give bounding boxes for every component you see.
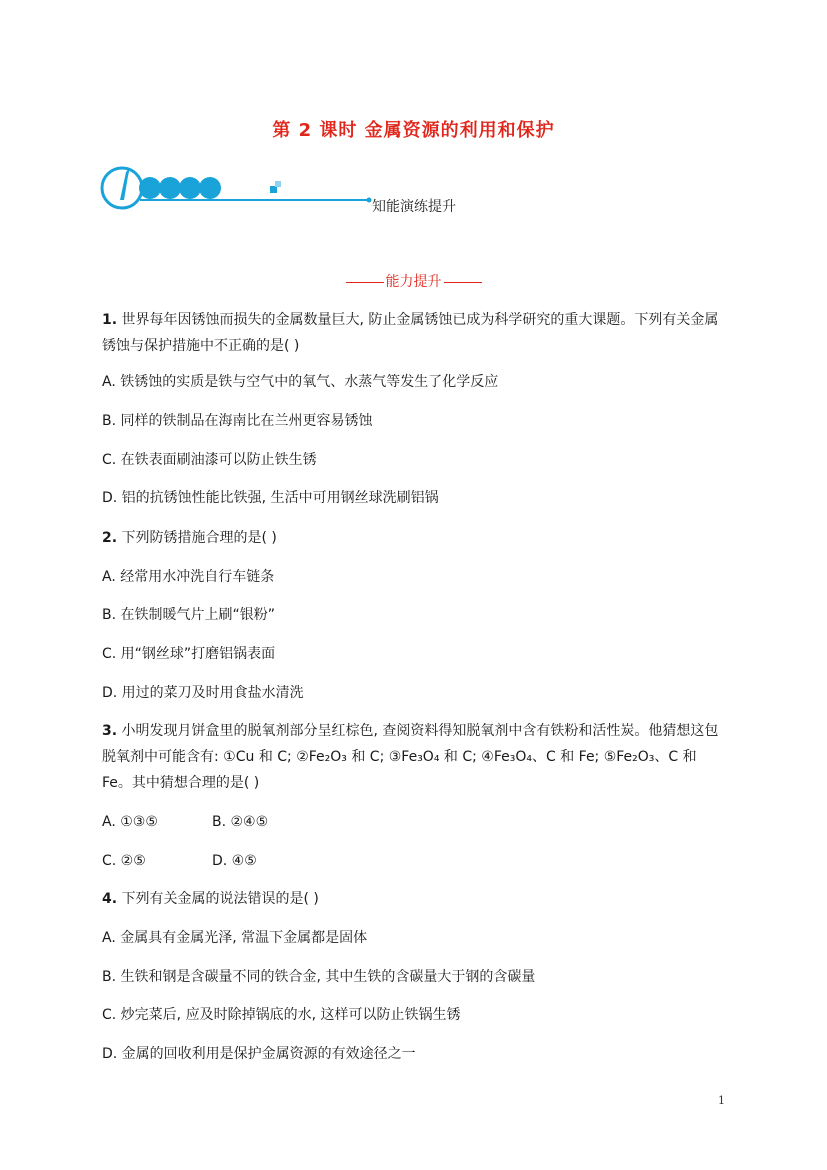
q3-option-c: C. ②⑤: [102, 853, 146, 869]
page-number: 1: [718, 1094, 725, 1107]
question-1-number: 1.: [102, 312, 118, 328]
q1-option-a: A. 铁锈蚀的实质是铁与空气中的氧气、水蒸气等发生了化学反应: [102, 374, 499, 390]
brush-icon-ring: [102, 168, 142, 208]
q3-option-a: A. ①③⑤: [102, 814, 158, 830]
question-3-stem: 小明发现月饼盒里的脱氧剂部分呈红棕色, 查阅资料得知脱氧剂中含有铁粉和活性炭。他猜想这包脱氧剂中可能含有: ①Cu 和 C; ②Fe₂O₃ 和 C; ③Fe₃O₄ 和 C; ④Fe₃O₄、C 和 Fe; ⑤Fe₂O₃、C 和 Fe。其中猜想合理的是( ): [102, 723, 719, 791]
q3-option-b: B. ②④⑤: [212, 814, 269, 830]
q2-option-c: C. 用“钢丝球”打磨铝锅表面: [102, 646, 276, 662]
question-4: [102, 886, 724, 912]
question-2-number: 2.: [102, 530, 118, 546]
q4-option-c: C. 炒完菜后, 应及时除掉锅底的水, 这样可以防止铁锅生锈: [102, 1007, 461, 1023]
section-heading-label: 能力提升: [385, 274, 442, 290]
q4-option-d: D. 金属的回收利用是保护金属资源的有效途径之一: [102, 1046, 416, 1062]
q1-option-c: C. 在铁表面刷油漆可以防止铁生锈: [102, 452, 317, 468]
question-4-number: 4.: [102, 891, 118, 907]
question-3-number: 3.: [102, 723, 118, 739]
q1-option-b: B. 同样的铁制品在海南比在兰州更容易锈蚀: [102, 413, 373, 429]
q3-option-d: D. ④⑤: [212, 853, 257, 869]
q2-option-b: B. 在铁制暖气片上刷“银粉”: [102, 607, 276, 623]
question-1-stem: 世界每年因锈蚀而损失的金属数量巨大, 防止金属锈蚀已成为科学研究的重大课题。下列有关金属锈蚀与保护措施中不正确的是( ): [102, 312, 719, 354]
lesson-title: 第 2 课时 金属资源的利用和保护: [272, 120, 555, 141]
q1-option-d: D. 铝的抗锈蚀性能比铁强, 生活中可用钢丝球洗刷铝锅: [102, 490, 439, 506]
banner-label: 知能演练提升: [372, 199, 456, 215]
q2-option-a: A. 经常用水冲洗自行车链条: [102, 569, 275, 585]
question-4-stem: 下列有关金属的说法错误的是( ): [117, 891, 319, 907]
section-heading: [0, 271, 827, 291]
q4-option-a: A. 金属具有金属光泽, 常温下金属都是固体: [102, 930, 368, 946]
question-2: [102, 525, 724, 551]
question-1: [102, 307, 724, 359]
q4-option-b: B. 生铁和钢是含碳量不同的铁合金, 其中生铁的含碳量大于钢的含碳量: [102, 969, 536, 985]
question-2-stem: 下列防锈措施合理的是( ): [117, 530, 277, 546]
question-3: [102, 718, 724, 796]
q2-option-d: D. 用过的菜刀及时用食盐水清洗: [102, 685, 304, 701]
